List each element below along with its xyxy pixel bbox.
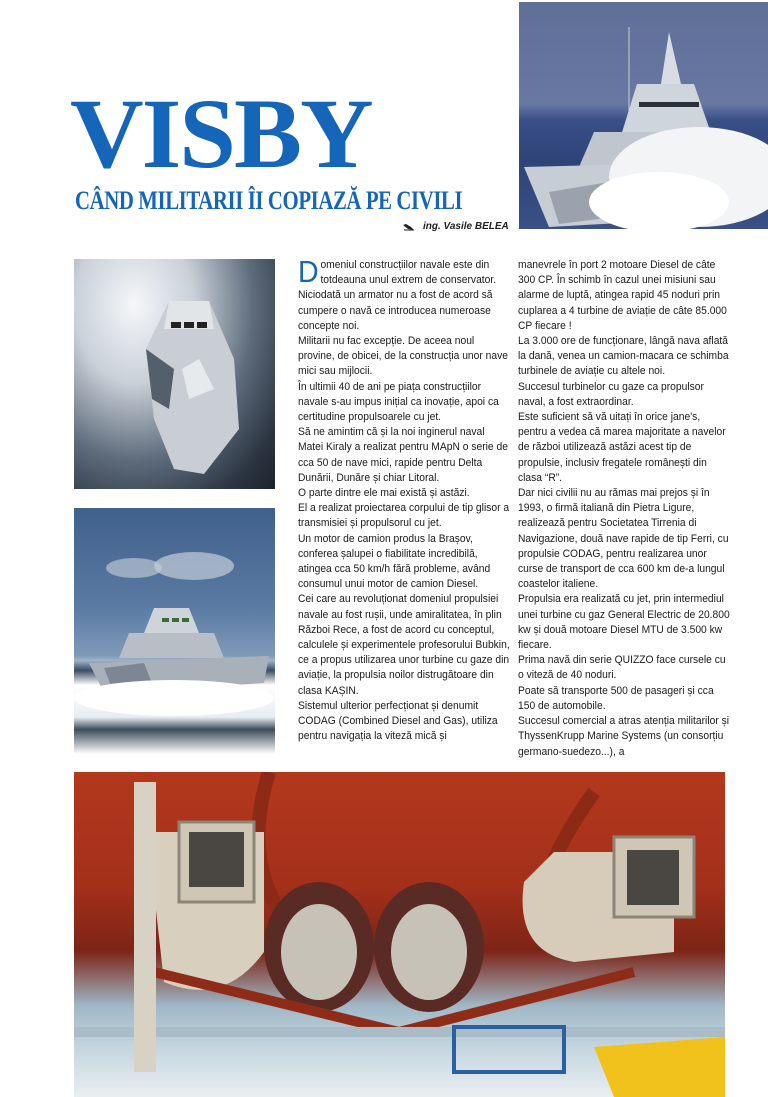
photo-waterjet-propulsors	[74, 772, 725, 1097]
paragraph: La 3.000 ore de funcționare, lângă nava aflată la dană, venea un camion-macara ce schimba turbinele de aviație cu altele noi.	[518, 335, 729, 378]
paragraph: Este suficient să vă uitați în orice jane's, pentru a vedea că marea majoritate a navelor de război utilizează astăzi acest tip de propulsie, inclusiv fregatele românești din clasa “R”.	[518, 411, 726, 484]
paragraph: Sistemul ulterior perfecționat și denumit CODAG (Combined Diesel and Gas), utiliza pentru navigația la viteză mică și	[298, 699, 498, 743]
paragraph: Dar nici civilii nu au rămas mai prejos și în 1993, o firmă italiană din Pietra Ligure, realizează pentru Societatea Tirrenia di Navigazione, două nave rapide de tip Ferri, cu propulsie CODAG, pentru realizarea unor curse de transport de cca 600 km de-a lungul coastelor italiene.	[518, 487, 729, 591]
paragraph: Cei care au revoluționat domeniul propulsiei navale au fost rușii, unde amiralitatea, în plin Război Rece, a fost de acord cu conceptul, calculele și experimentele profesorului Bubkin, ce a propus utilizarea unor turbine cu gaze din aviație, la propulsia noilor distrugătoare din clasa KAȘIN.	[298, 593, 510, 697]
paragraph: Succesul turbinelor cu gaze ca propulsor naval, a fost extraordinar.	[518, 380, 704, 408]
paragraph: El a realizat proiectarea corpului de tip glisor a transmisiei și propulsorul cu jet.	[298, 502, 510, 530]
drop-cap: D	[298, 254, 319, 289]
author-byline	[403, 221, 509, 232]
ship-illustration	[74, 259, 275, 489]
article-title: VISBY	[70, 78, 372, 189]
paragraph: Niciodată un armator nu a fost de acord să cumpere o navă ce introducea numeroase concepte noi.	[298, 289, 493, 332]
pen-icon	[403, 223, 415, 231]
photo-visby-front	[74, 508, 275, 754]
ship-illustration	[519, 2, 768, 229]
paragraph: Propulsia era realizată cu jet, prin intermediul unei turbine cu gaz General Electric de 20.800 kw și două motoare Diesel MTU de 3.500 kw fiecare.	[518, 593, 730, 652]
paragraph: manevrele în port 2 motoare Diesel de câte 300 CP. În schimb în cazul unei misiuni sau alarme de luptă, atingea rapid 45 noduri prin cuplarea a 4 turbine de aviație de câte 85.000 CP fiecare !	[518, 259, 727, 332]
hull-illustration	[74, 772, 725, 1097]
paragraph: O parte dintre ele mai există și astăzi.	[298, 487, 470, 500]
photo-visby-bow-spray	[519, 2, 768, 229]
paragraph: Poate să transporte 500 de pasageri și cca 150 de automobile.	[518, 684, 714, 712]
paragraph: În ultimii 40 de ani pe piața construcțiilor navale s-au impus inițial ca inovație, apoi ca certitudine propulsoarele cu jet.	[298, 380, 499, 424]
paragraph: Militarii nu fac excepție. De aceea noul provine, de obicei, de la construcția unor nave mici sau mijlocii.	[298, 335, 508, 378]
paragraph: Prima navă din serie QUIZZO face cursele cu o viteză de 40 noduri.	[518, 654, 726, 682]
ship-illustration	[74, 508, 275, 754]
article-subtitle: CÂND MILITARII ÎI COPIAZĂ PE CIVILI	[75, 186, 463, 215]
article-column-2	[518, 258, 731, 760]
paragraph: Domeniul construcțiilor navale este din totdeauna unul extrem de conservator.	[298, 254, 497, 289]
paragraph: Succesul comercial a atras atenția militarilor și ThyssenKrupp Marine Systems (un consorțiu germano-suedezo...), a	[518, 715, 730, 758]
paragraph: Un motor de camion produs la Brașov, conferea șalupei o fiabilitate incredibilă, atingea cca 50 km/h fără probleme, având consumul unui motor de camion Diesel.	[298, 532, 491, 591]
paragraph: Să ne amintim că și la noi inginerul naval Matei Kiraly a realizat pentru MApN o serie de cca 50 de nave mici, rapide pentru Delta Dunării, Dunăre și chiar Litoral.	[298, 426, 508, 484]
author-name: ing. Vasile BELEA	[423, 221, 509, 232]
article-column-1	[298, 254, 511, 745]
photo-visby-top-view	[74, 259, 275, 489]
